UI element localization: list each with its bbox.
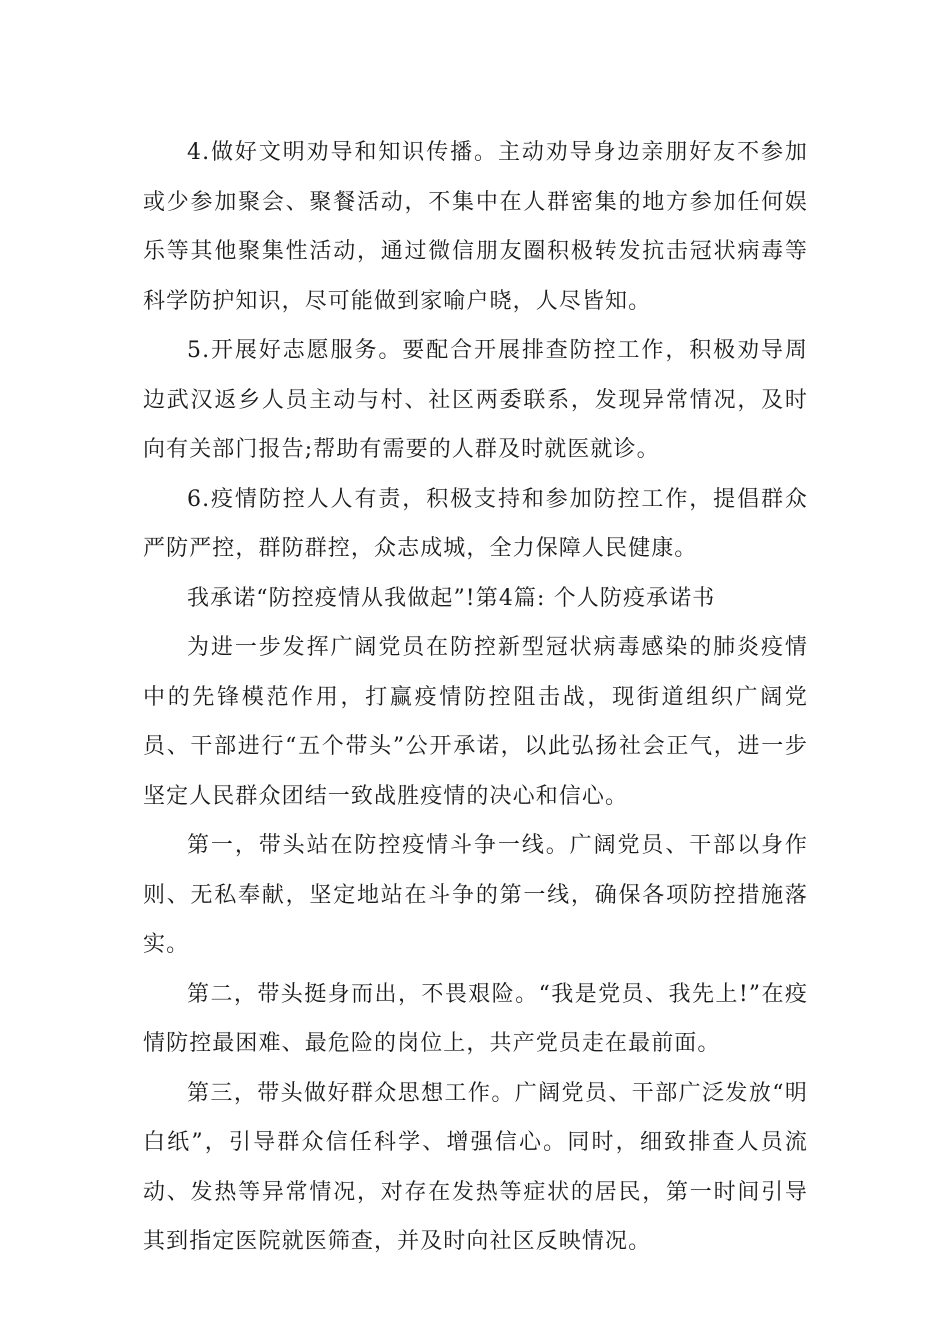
paragraph-first: 第一，带头站在防控疫情斗争一线。广阔党员、干部以身作则、无私奉献，坚定地站在斗争的第一线，确保各项防控措施落实。 — [143, 833, 808, 957]
paragraph-second: 第二，带头挺身而出，不畏艰险。“我是党员、我先上!”在疫情防控最困难、最危险的岗位上，共产党员走在最前面。 — [143, 981, 808, 1056]
paragraph-third: 第三，带头做好群众思想工作。广阔党员、干部广泛发放“明白纸”，引导群众信任科学、增强信心。同时，细致排查人员流动、发热等异常情况，对存在发热等症状的居民，第一时间引导其到指定医院就医筛查，并及时向社区反映情况。 — [143, 1080, 808, 1254]
paragraph-intro: 为进一步发挥广阔党员在防控新型冠状病毒感染的肺炎疫情中的先锋模范作用，打赢疫情防控阻击战，现街道组织广阔党员、干部进行“五个带头”公开承诺，以此弘扬社会正气，进一步坚定人民群众团结一致战胜疫情的决心和信心。 — [143, 635, 808, 809]
section-heading-pledge-4: 我承诺“防控疫情从我做起”!第4篇: 个人防疫承诺书 — [187, 585, 716, 611]
paragraph-item-5-volunteer: 5.开展好志愿服务。要配合开展排查防控工作，积极劝导周边武汉返乡人员主动与村、社区两委联系，发现异常情况，及时向有关部门报告;帮助有需要的人群及时就医就诊。 — [143, 338, 808, 462]
document-body — [143, 128, 808, 1267]
paragraph-item-6-responsibility: 6.疫情防控人人有责，积极支持和参加防控工作，提倡群众严防严控，群防群控，众志成城，全力保障人民健康。 — [143, 486, 808, 561]
paragraph-item-4-civility: 4.做好文明劝导和知识传播。主动劝导身边亲朋好友不参加或少参加聚会、聚餐活动，不集中在人群密集的地方参加任何娱乐等其他聚集性活动，通过微信朋友圈积极转发抗击冠状病毒等科学防护知识，尽可能做到家喻户晓，人尽皆知。 — [143, 140, 808, 314]
